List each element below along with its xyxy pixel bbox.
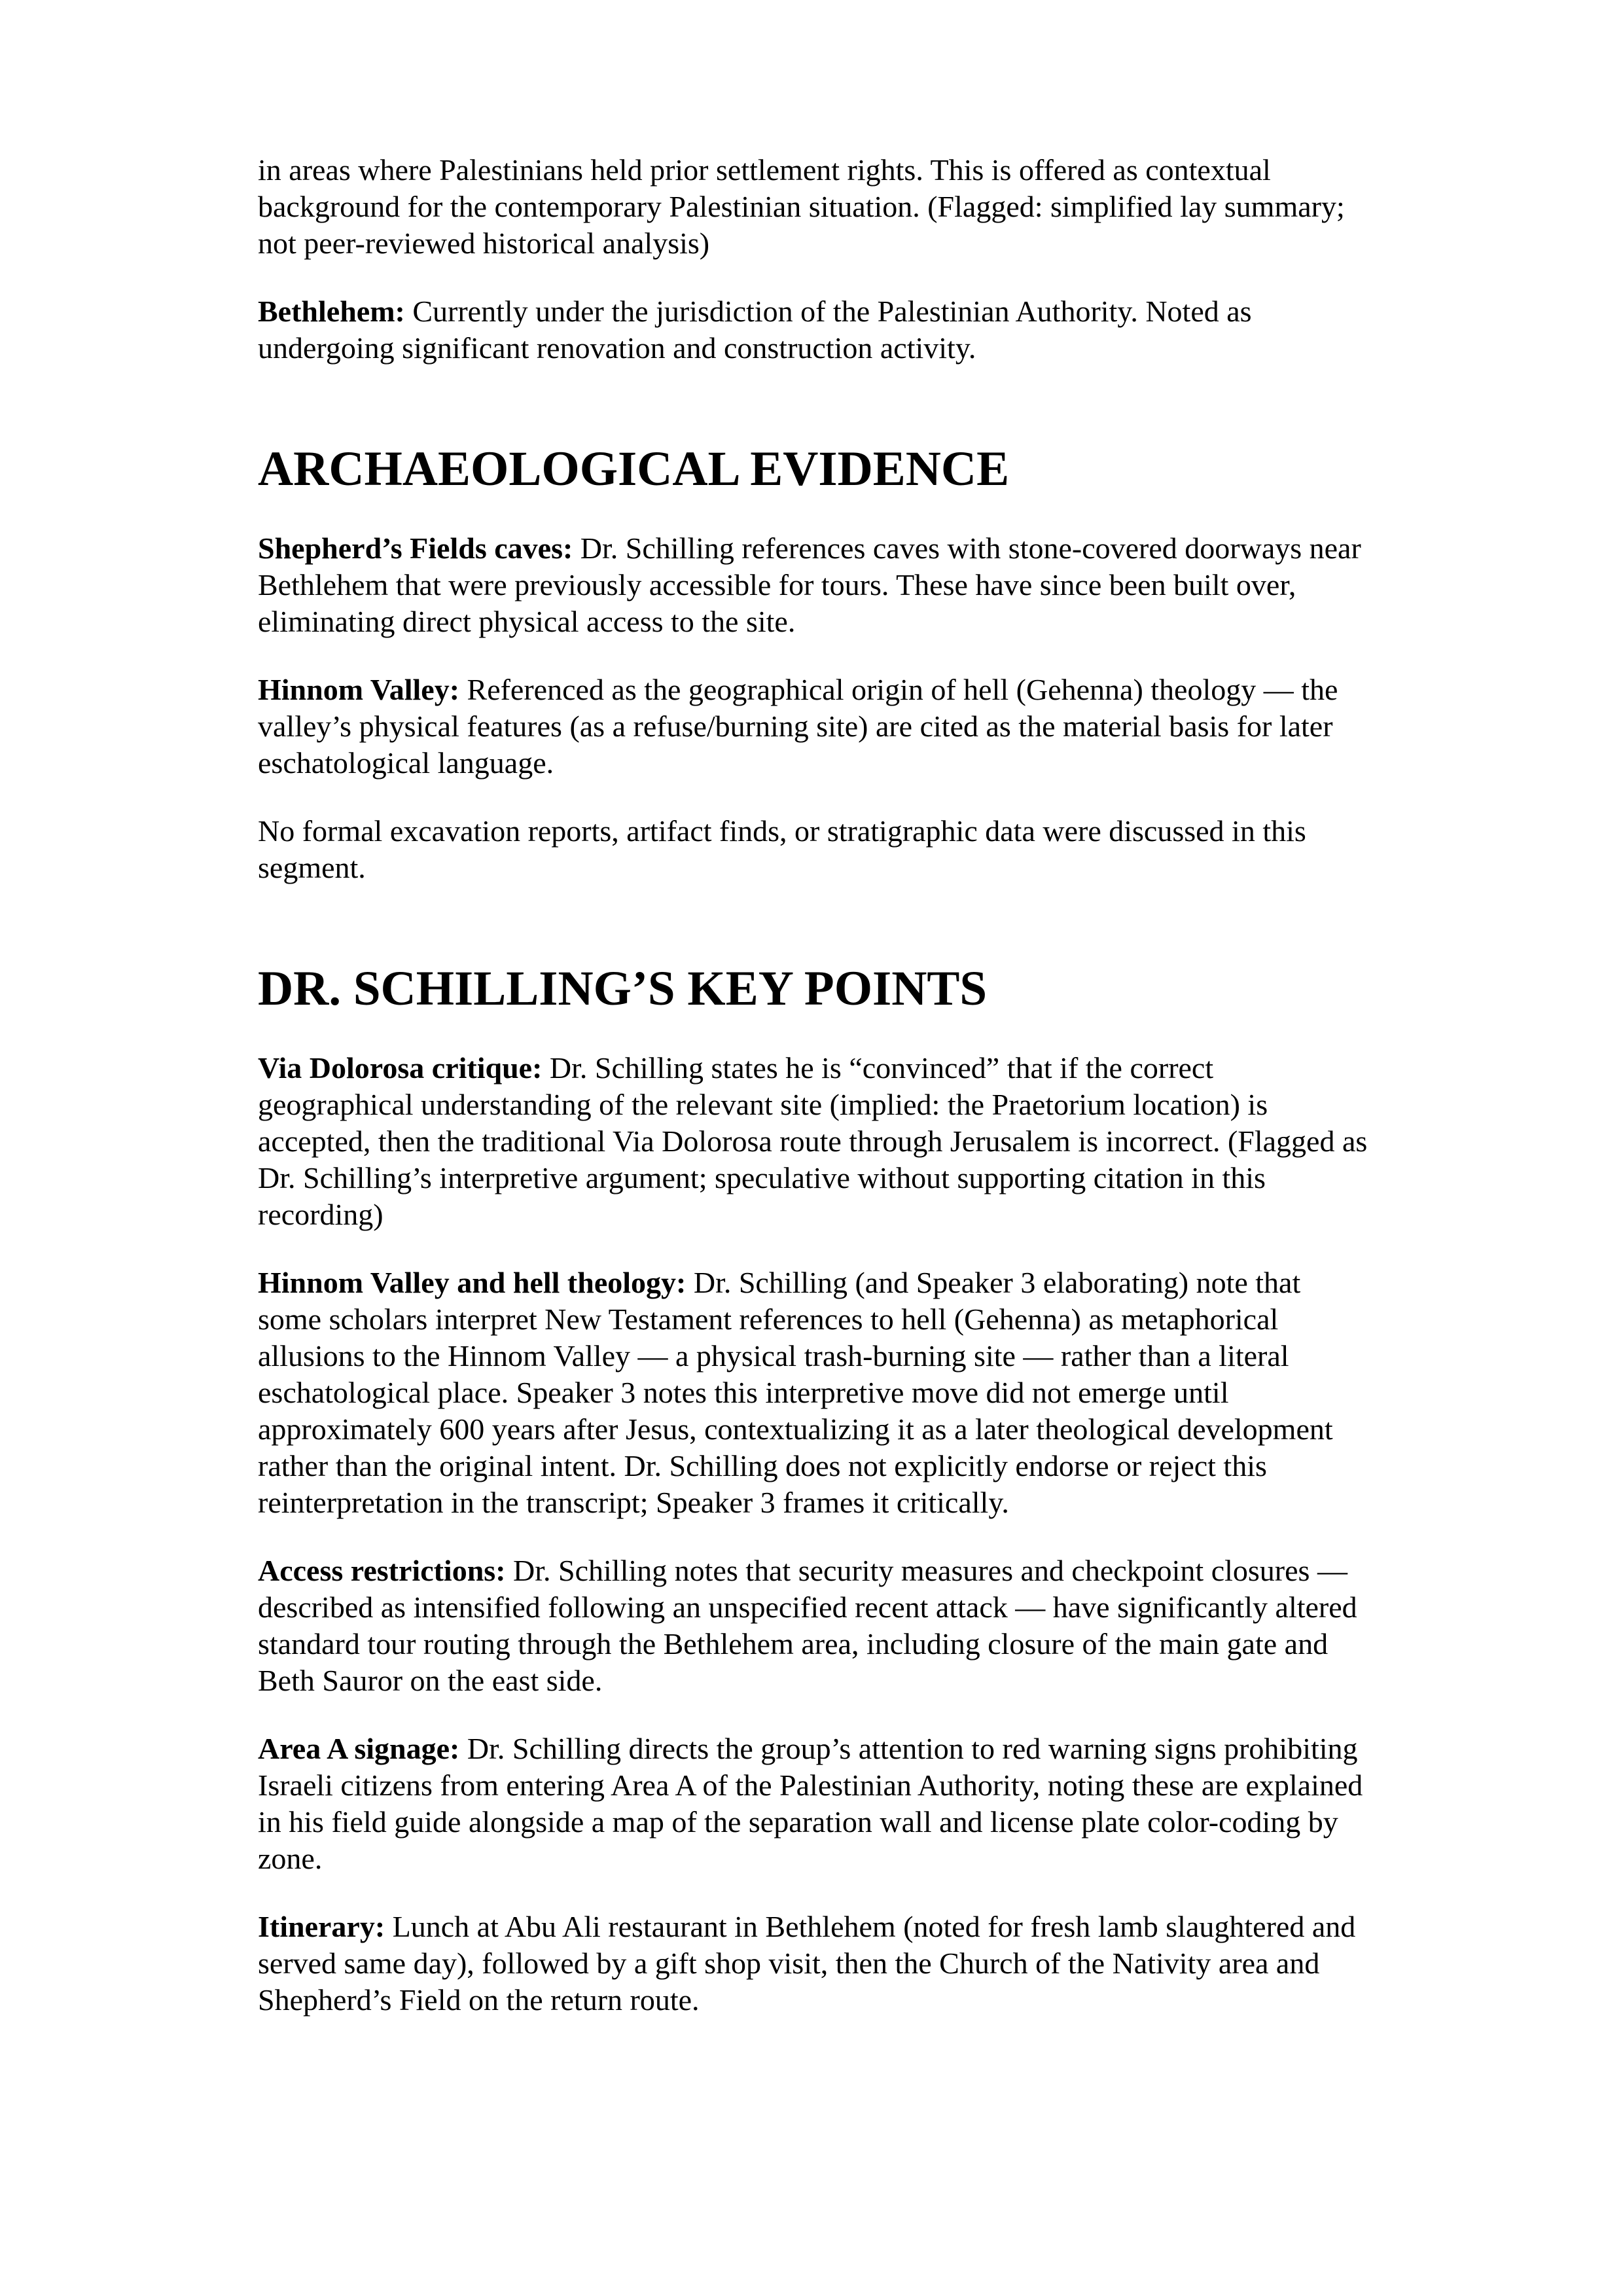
- itinerary-paragraph: [258, 1909, 1370, 2018]
- access-restrictions-paragraph: [258, 1552, 1370, 1699]
- archaeological-evidence-heading: ARCHAEOLOGICAL EVIDENCE: [258, 442, 1010, 496]
- paragraph-text: Dr. Schilling directs the group’s attention to red warning signs prohibiting Israeli citizens from entering Area A of the Palestinian Authority, noting these are explained in his field guide alongside a map of the separation wall and license plate color-coding by zone.: [258, 1732, 1363, 1875]
- paragraph-lead: Hinnom Valley:: [258, 673, 460, 706]
- paragraph-lead: Bethlehem:: [258, 295, 405, 328]
- paragraph-lead: Hinnom Valley and hell theology:: [258, 1266, 687, 1299]
- paragraph-text: Dr. Schilling references caves with stone-covered doorways near Bethlehem that were previously accessible for tours. These have since been built over, eliminating direct physical access to the site.: [258, 531, 1361, 638]
- bethlehem-paragraph: [258, 293, 1370, 367]
- paragraph-lead: Itinerary:: [258, 1910, 385, 1943]
- excavation-note-paragraph: No formal excavation reports, artifact finds, or stratigraphic data were discussed in this segment.: [258, 814, 1306, 884]
- intro-continuation-paragraph: in areas where Palestinians held prior settlement rights. This is offered as contextual background for the contemporary Palestinian situation. (Flagged: simplified lay summary; not peer-reviewed historical analysis): [258, 153, 1345, 260]
- key-points-heading: DR. SCHILLING’S KEY POINTS: [258, 961, 988, 1016]
- paragraph-lead: Shepherd’s Fields caves:: [258, 531, 573, 565]
- paragraph-text: Dr. Schilling notes that security measures and checkpoint closures — described as intensified following an unspecified recent attack — have significantly altered standard tour routing through the Bethlehem area, including closure of the main gate and Beth Sauror on the east side.: [258, 1554, 1357, 1697]
- paragraph-lead: Via Dolorosa critique:: [258, 1051, 543, 1085]
- paragraph-text: Dr. Schilling (and Speaker 3 elaborating) note that some scholars interpret New Testament references to hell (Gehenna) as metaphorical allusions to the Hinnom Valley — a physical trash-burning site — rather than a literal eschatological place. Speaker 3 notes this interpretive move did not emerge until approximately 600 years after Jesus, contextualizing it as a later theological development rather than the original intent. Dr. Schilling does not explicitly endorse or reject this reinterpretation in the transcript; Speaker 3 frames it critically.: [258, 1266, 1333, 1519]
- paragraph-lead: Area A signage:: [258, 1732, 460, 1765]
- hell-theology-paragraph: [258, 1265, 1370, 1521]
- paragraph-lead: Access restrictions:: [258, 1554, 506, 1587]
- document-page: [258, 152, 1370, 2018]
- paragraph-text: Lunch at Abu Ali restaurant in Bethlehem (noted for fresh lamb slaughtered and served same day), followed by a gift shop visit, then the Church of the Nativity area and Shepherd’s Field on the return route.: [258, 1910, 1356, 2017]
- shepherds-fields-paragraph: [258, 530, 1370, 640]
- paragraph-text: Referenced as the geographical origin of hell (Gehenna) theology — the valley’s physical features (as a refuse/burning site) are cited as the material basis for later eschatological language.: [258, 673, 1338, 780]
- paragraph-text: Currently under the jurisdiction of the Palestinian Authority. Noted as undergoing significant renovation and construction activity.: [258, 295, 1252, 365]
- area-a-signage-paragraph: [258, 1731, 1370, 1877]
- paragraph-text: Dr. Schilling states he is “convinced” that if the correct geographical understanding of the relevant site (implied: the Praetorium location) is accepted, then the traditional Via Dolorosa route through Jerusalem is incorrect. (Flagged as Dr. Schilling’s interpretive argument; speculative without supporting citation in this recording): [258, 1051, 1368, 1231]
- hinnom-valley-paragraph: [258, 672, 1370, 781]
- via-dolorosa-paragraph: [258, 1050, 1370, 1233]
